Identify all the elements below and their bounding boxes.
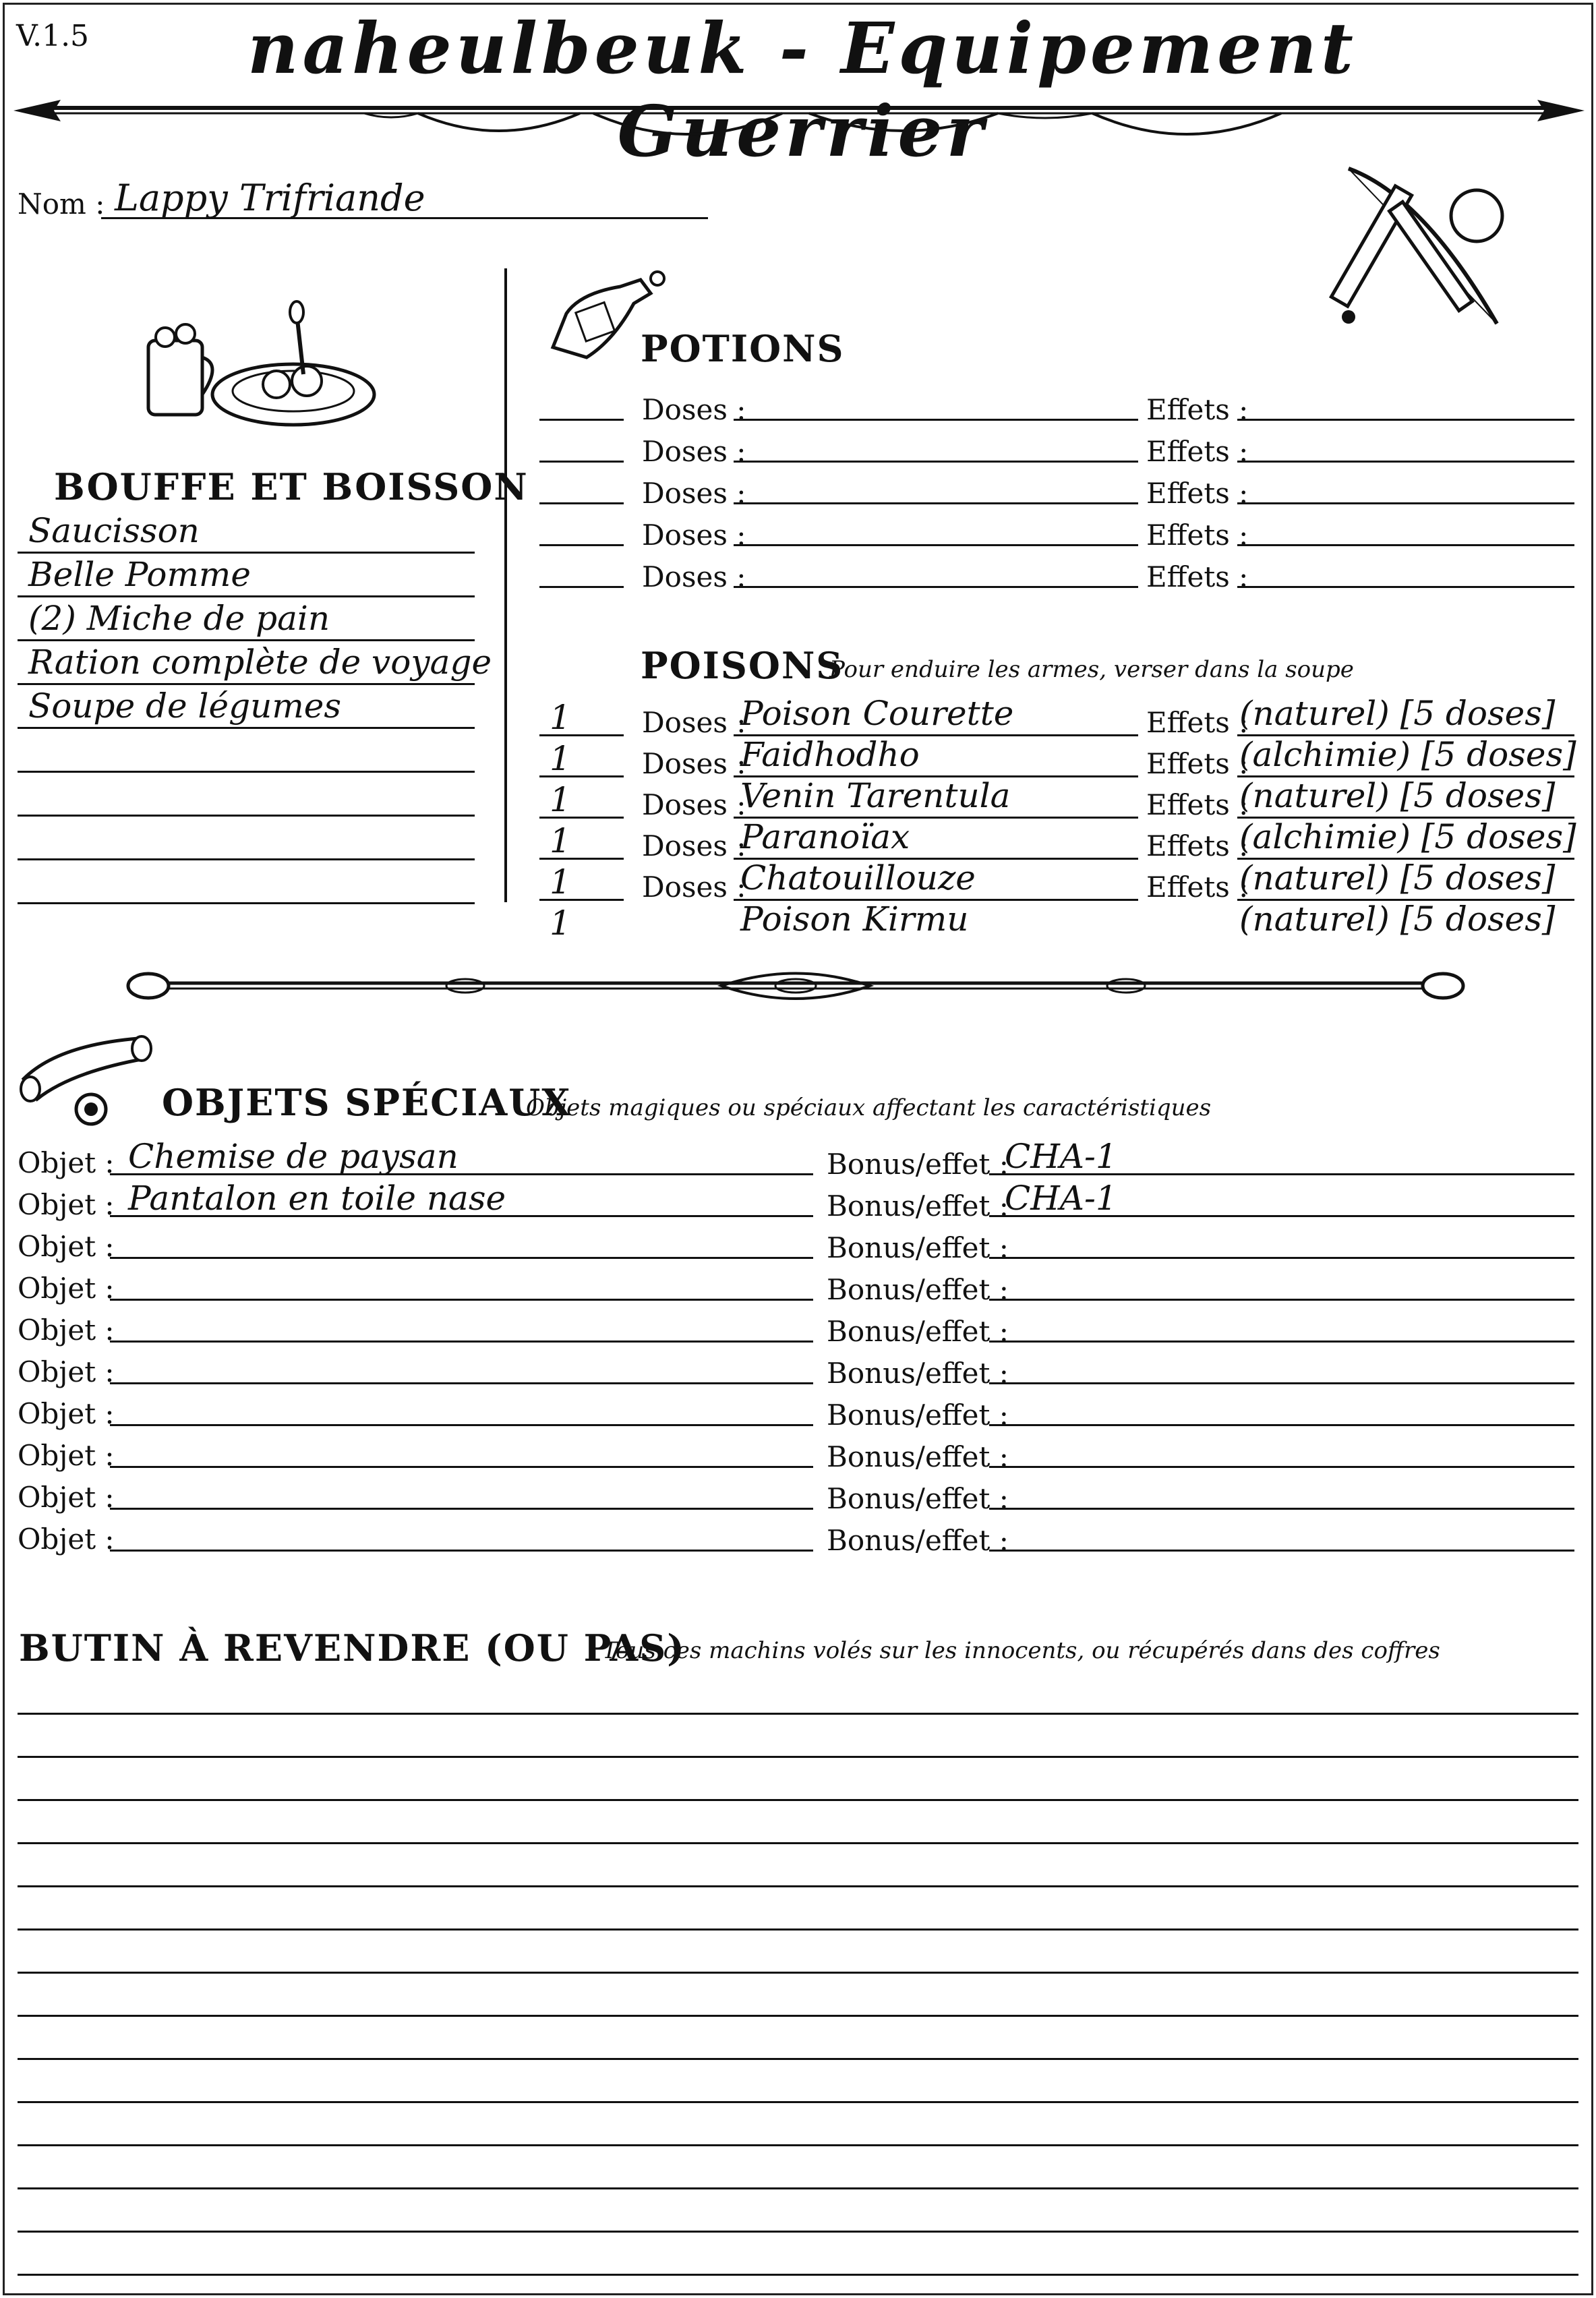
poison-qty[interactable]: 1 xyxy=(550,780,571,819)
poison-effects-label: Effets : xyxy=(1146,788,1249,821)
object-label: Objet : xyxy=(18,1188,115,1221)
poison-effects[interactable]: (alchimie) [5 doses] xyxy=(1239,817,1576,856)
poison-qty[interactable]: 1 xyxy=(550,862,571,902)
staff-icon xyxy=(128,958,1463,1011)
loot-line xyxy=(18,2274,1578,2276)
object-label: Objet : xyxy=(18,1355,115,1388)
poison-name[interactable]: Paranoïax xyxy=(740,817,910,856)
bonus-label: Bonus/effet : xyxy=(827,1315,1009,1348)
poison-doses-label: Doses : xyxy=(642,788,746,821)
loot-line xyxy=(18,1842,1578,1844)
object-line xyxy=(110,1508,813,1510)
food-item[interactable]: (2) Miche de pain xyxy=(28,599,330,638)
poison-effects[interactable]: (naturel) [5 doses] xyxy=(1239,776,1556,815)
potion-doses-line xyxy=(734,544,1138,546)
loot-line xyxy=(18,1756,1578,1758)
potion-effects-line xyxy=(1237,544,1574,546)
food-item[interactable]: Ration complète de voyage xyxy=(28,643,492,682)
bonus-line xyxy=(989,1508,1574,1510)
potion-effects-line xyxy=(1237,586,1574,588)
poisons-heading: POISONS xyxy=(641,644,844,687)
potion-qty-line xyxy=(539,586,624,588)
potion-effects-label: Effets : xyxy=(1146,393,1249,426)
loot-line xyxy=(18,2231,1578,2233)
objects-note: Objets magiques ou spéciaux affectant les caractéristiques xyxy=(526,1094,1212,1121)
potion-qty-line xyxy=(539,502,624,504)
food-line xyxy=(18,771,475,773)
bonus-label: Bonus/effet : xyxy=(827,1189,1009,1222)
potion-doses-line xyxy=(734,502,1138,504)
loot-heading: BUTIN À REVENDRE (OU PAS) xyxy=(19,1626,686,1670)
bonus-line xyxy=(989,1550,1574,1552)
loot-line xyxy=(18,1799,1578,1801)
poison-qty-line xyxy=(539,899,624,901)
potion-doses-label: Doses : xyxy=(642,477,746,510)
poison-doses-label: Doses : xyxy=(642,871,746,904)
poison-effects-label: Effets : xyxy=(1146,829,1249,862)
bonus-line xyxy=(989,1340,1574,1343)
food-heading: BOUFFE ET BOISSON xyxy=(54,465,529,508)
version-label: V.1.5 xyxy=(16,19,90,53)
bonus-label: Bonus/effet : xyxy=(827,1357,1009,1390)
page-title: naheulbeuk - Equipement Guerrier xyxy=(247,7,1357,173)
poison-doses-label: Doses : xyxy=(642,829,746,862)
poison-qty-line xyxy=(539,775,624,777)
name-line xyxy=(101,217,708,219)
poison-name[interactable]: Poison Kirmu xyxy=(740,900,969,939)
poison-effects[interactable]: (naturel) [5 doses] xyxy=(1239,694,1556,733)
bonus-line xyxy=(989,1466,1574,1468)
bonus-value[interactable]: CHA-1 xyxy=(1005,1179,1117,1218)
object-label: Objet : xyxy=(18,1397,115,1430)
potion-qty-line xyxy=(539,544,624,546)
food-item[interactable]: Belle Pomme xyxy=(28,555,251,594)
object-line xyxy=(110,1424,813,1426)
potion-doses-line xyxy=(734,586,1138,588)
object-line xyxy=(110,1550,813,1552)
potion-doses-label: Doses : xyxy=(642,435,746,468)
bonus-label: Bonus/effet : xyxy=(827,1148,1009,1181)
poison-effects-label: Effets : xyxy=(1146,706,1249,739)
bonus-label: Bonus/effet : xyxy=(827,1524,1009,1557)
potion-effects-label: Effets : xyxy=(1146,435,1249,468)
poison-effects-label: Effets : xyxy=(1146,871,1249,904)
bonus-line xyxy=(989,1173,1574,1175)
loot-line xyxy=(18,2187,1578,2189)
poison-name[interactable]: Faidhodho xyxy=(740,735,920,774)
poison-qty-line xyxy=(539,858,624,860)
potion-doses-label: Doses : xyxy=(642,519,746,552)
name-value[interactable]: Lappy Trifriande xyxy=(115,177,425,219)
poisons-note: Pour enduire les armes, verser dans la soupe xyxy=(829,656,1354,683)
potion-doses-line xyxy=(734,419,1138,421)
object-line xyxy=(110,1257,813,1259)
loot-line xyxy=(18,1928,1578,1931)
object-label: Objet : xyxy=(18,1146,115,1179)
loot-line xyxy=(18,2015,1578,2017)
potion-qty-line xyxy=(539,419,624,421)
loot-line xyxy=(18,2144,1578,2146)
poison-name[interactable]: Chatouillouze xyxy=(740,858,976,897)
food-line xyxy=(18,552,475,554)
food-item[interactable]: Saucisson xyxy=(28,511,200,550)
food-line xyxy=(18,858,475,860)
bonus-line xyxy=(989,1299,1574,1301)
bonus-label: Bonus/effet : xyxy=(827,1398,1009,1432)
crossed-weapons-icon xyxy=(1322,155,1524,337)
bonus-label: Bonus/effet : xyxy=(827,1231,1009,1264)
bonus-label: Bonus/effet : xyxy=(827,1440,1009,1473)
food-line xyxy=(18,639,475,641)
potion-doses-line xyxy=(734,461,1138,463)
object-label: Objet : xyxy=(18,1314,115,1347)
bonus-line xyxy=(989,1382,1574,1384)
poison-name[interactable]: Venin Tarentula xyxy=(740,776,1011,815)
object-line xyxy=(110,1382,813,1384)
object-line xyxy=(110,1173,813,1175)
object-line xyxy=(110,1215,813,1217)
object-label: Objet : xyxy=(18,1230,115,1263)
loot-line xyxy=(18,1972,1578,1974)
bonus-label: Bonus/effet : xyxy=(827,1273,1009,1306)
poison-qty[interactable]: 1 xyxy=(550,698,571,737)
poison-name[interactable]: Poison Courette xyxy=(740,694,1014,733)
name-label: Nom : xyxy=(18,187,105,220)
potion-effects-line xyxy=(1237,461,1574,463)
object-line xyxy=(110,1466,813,1468)
food-line xyxy=(18,902,475,904)
object-line xyxy=(110,1340,813,1343)
food-line xyxy=(18,727,475,729)
loot-line xyxy=(18,1713,1578,1715)
potion-effects-label: Effets : xyxy=(1146,560,1249,593)
poison-qty-line xyxy=(539,817,624,819)
spear-icon xyxy=(13,81,1585,148)
bonus-line xyxy=(989,1257,1574,1259)
potion-qty-line xyxy=(539,461,624,463)
potions-heading: POTIONS xyxy=(641,327,845,370)
object-value[interactable]: Chemise de paysan xyxy=(128,1137,459,1176)
poison-effects-label: Effets : xyxy=(1146,747,1249,780)
potion-effects-line xyxy=(1237,419,1574,421)
object-line xyxy=(110,1299,813,1301)
poison-qty[interactable]: 1 xyxy=(550,739,571,778)
poison-effects[interactable]: (alchimie) [5 doses] xyxy=(1239,735,1576,774)
food-plate-icon xyxy=(135,300,378,435)
column-divider xyxy=(504,268,507,902)
objects-heading: OBJETS SPÉCIAUX xyxy=(162,1081,572,1124)
bonus-line xyxy=(989,1424,1574,1426)
object-label: Objet : xyxy=(18,1481,115,1514)
object-value[interactable]: Pantalon en toile nase xyxy=(128,1179,506,1218)
potion-effects-line xyxy=(1237,502,1574,504)
potion-doses-label: Doses : xyxy=(642,393,746,426)
poison-effects[interactable]: (naturel) [5 doses] xyxy=(1239,900,1556,939)
scroll-ring-icon xyxy=(17,1032,158,1133)
object-label: Objet : xyxy=(18,1439,115,1472)
potion-doses-label: Doses : xyxy=(642,560,746,593)
loot-note: Tous ces machins volés sur les innocents, ou récupérés dans des coffres xyxy=(602,1637,1440,1664)
loot-line xyxy=(18,2058,1578,2060)
object-label: Objet : xyxy=(18,1272,115,1305)
bonus-label: Bonus/effet : xyxy=(827,1482,1009,1515)
poison-effects[interactable]: (naturel) [5 doses] xyxy=(1239,858,1556,897)
poison-doses-label: Doses : xyxy=(642,706,746,739)
loot-line xyxy=(18,2101,1578,2103)
potion-effects-label: Effets : xyxy=(1146,519,1249,552)
loot-line xyxy=(18,1885,1578,1887)
bonus-line xyxy=(989,1215,1574,1217)
object-label: Objet : xyxy=(18,1523,115,1556)
bonus-value[interactable]: CHA-1 xyxy=(1005,1137,1117,1176)
food-item[interactable]: Soupe de légumes xyxy=(28,686,341,726)
food-line xyxy=(18,683,475,685)
poison-qty[interactable]: 1 xyxy=(550,821,571,860)
poison-qty[interactable]: 1 xyxy=(550,904,571,943)
food-line xyxy=(18,595,475,597)
poison-qty-line xyxy=(539,734,624,736)
potion-effects-label: Effets : xyxy=(1146,477,1249,510)
food-line xyxy=(18,815,475,817)
poison-doses-label: Doses : xyxy=(642,747,746,780)
